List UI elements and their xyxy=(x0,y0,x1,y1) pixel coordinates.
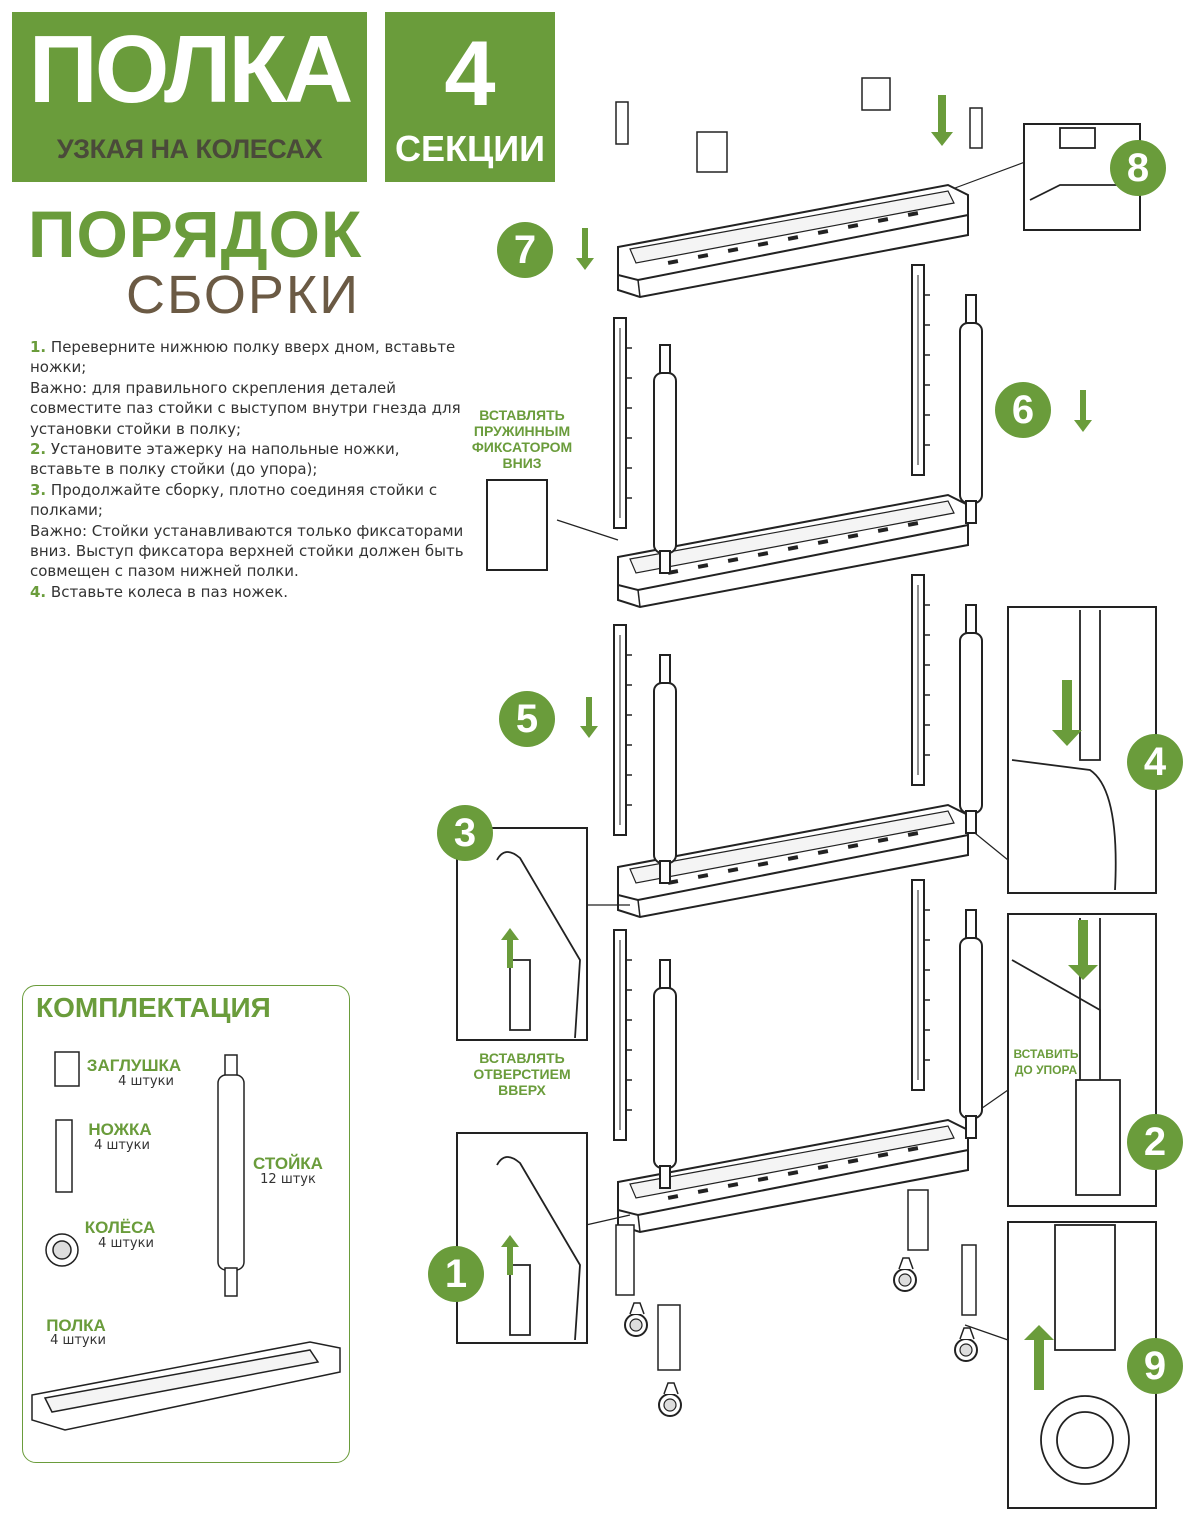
step-badge-5: 5 xyxy=(499,691,555,747)
callout-spring-lock: ВСТАВЛЯТЬ ПРУЖИННЫМ ФИКСАТОРОМ ВНИЗ xyxy=(471,407,573,471)
order-heading-line1: ПОРЯДОК xyxy=(28,197,363,271)
step-badge-4: 4 xyxy=(1127,734,1183,790)
kit-item-leg-qty: 4 штуки xyxy=(94,1138,150,1153)
kit-item-post-name: СТОЙКА xyxy=(253,1154,323,1173)
callout-insert-fully: ВСТАВИТЬ ДО УПОРА xyxy=(1013,1047,1079,1077)
kit-contents-box xyxy=(22,985,350,1463)
instruction-text: Переверните нижнюю полку вверх дном, вставьте ножки; xyxy=(30,338,456,377)
kit-item-leg-name: НОЖКА xyxy=(88,1120,152,1139)
callout-hole-up: ВСТАВЛЯТЬ ОТВЕРСТИЕМ ВВЕРХ xyxy=(473,1050,571,1098)
instruction-text: Продолжайте сборку, плотно соединяя стойки с полками; xyxy=(30,480,438,520)
step-badge-1: 1 xyxy=(428,1246,484,1302)
kit-item-cap-name: ЗАГЛУШКА xyxy=(86,1056,182,1075)
instruction-number: 2. xyxy=(30,440,47,459)
instruction-text: Установите этажерку на напольные ножки, вставьте в полку стойки (до упора); xyxy=(30,440,400,479)
kit-item-shelf-name: ПОЛКА xyxy=(46,1316,106,1335)
kit-title: КОМПЛЕКТАЦИЯ xyxy=(36,992,271,1023)
kit-item-shelf-qty: 4 штуки xyxy=(50,1333,106,1348)
instruction-text: Важно: Стойки устанавливаются только фиксаторами вниз. Выступ фиксатора верхней стойки должен быть совмещен с пазом нижней полки. xyxy=(30,521,464,581)
kit-item-cap-qty: 4 штуки xyxy=(118,1074,174,1089)
detail-frame-1 xyxy=(457,1133,587,1343)
detail-frame-spring xyxy=(487,480,547,570)
kit-item-post-qty: 12 штук xyxy=(260,1172,316,1187)
step-badge-6: 6 xyxy=(995,382,1051,438)
sections-number: 4 xyxy=(444,23,496,125)
product-subtitle: УЗКАЯ НА КОЛЕСАХ xyxy=(56,134,323,164)
step-badge-2: 2 xyxy=(1127,1114,1183,1170)
step-badge-8: 8 xyxy=(1110,140,1166,196)
product-title: ПОЛКА xyxy=(28,16,351,123)
instruction-number: 3. xyxy=(30,480,47,499)
step-badge-9: 9 xyxy=(1127,1338,1183,1394)
kit-item-wheel-name: КОЛЁСА xyxy=(84,1218,156,1237)
instruction-text: Вставьте колеса в паз ножек. xyxy=(46,582,288,601)
kit-item-wheel-qty: 4 штуки xyxy=(98,1236,154,1251)
step-badge-3: 3 xyxy=(437,805,493,861)
order-heading-line2: СБОРКИ xyxy=(126,265,361,325)
instruction-number: 4. xyxy=(30,582,47,601)
instruction-text: Важно: для правильного скрепления деталей совместите паз стойки с выступом внутри гнезда для установки стойки в полку; xyxy=(30,378,461,438)
instruction-number: 1. xyxy=(30,338,47,356)
sections-label: СЕКЦИИ xyxy=(394,128,546,169)
step-badge-7: 7 xyxy=(497,222,553,278)
